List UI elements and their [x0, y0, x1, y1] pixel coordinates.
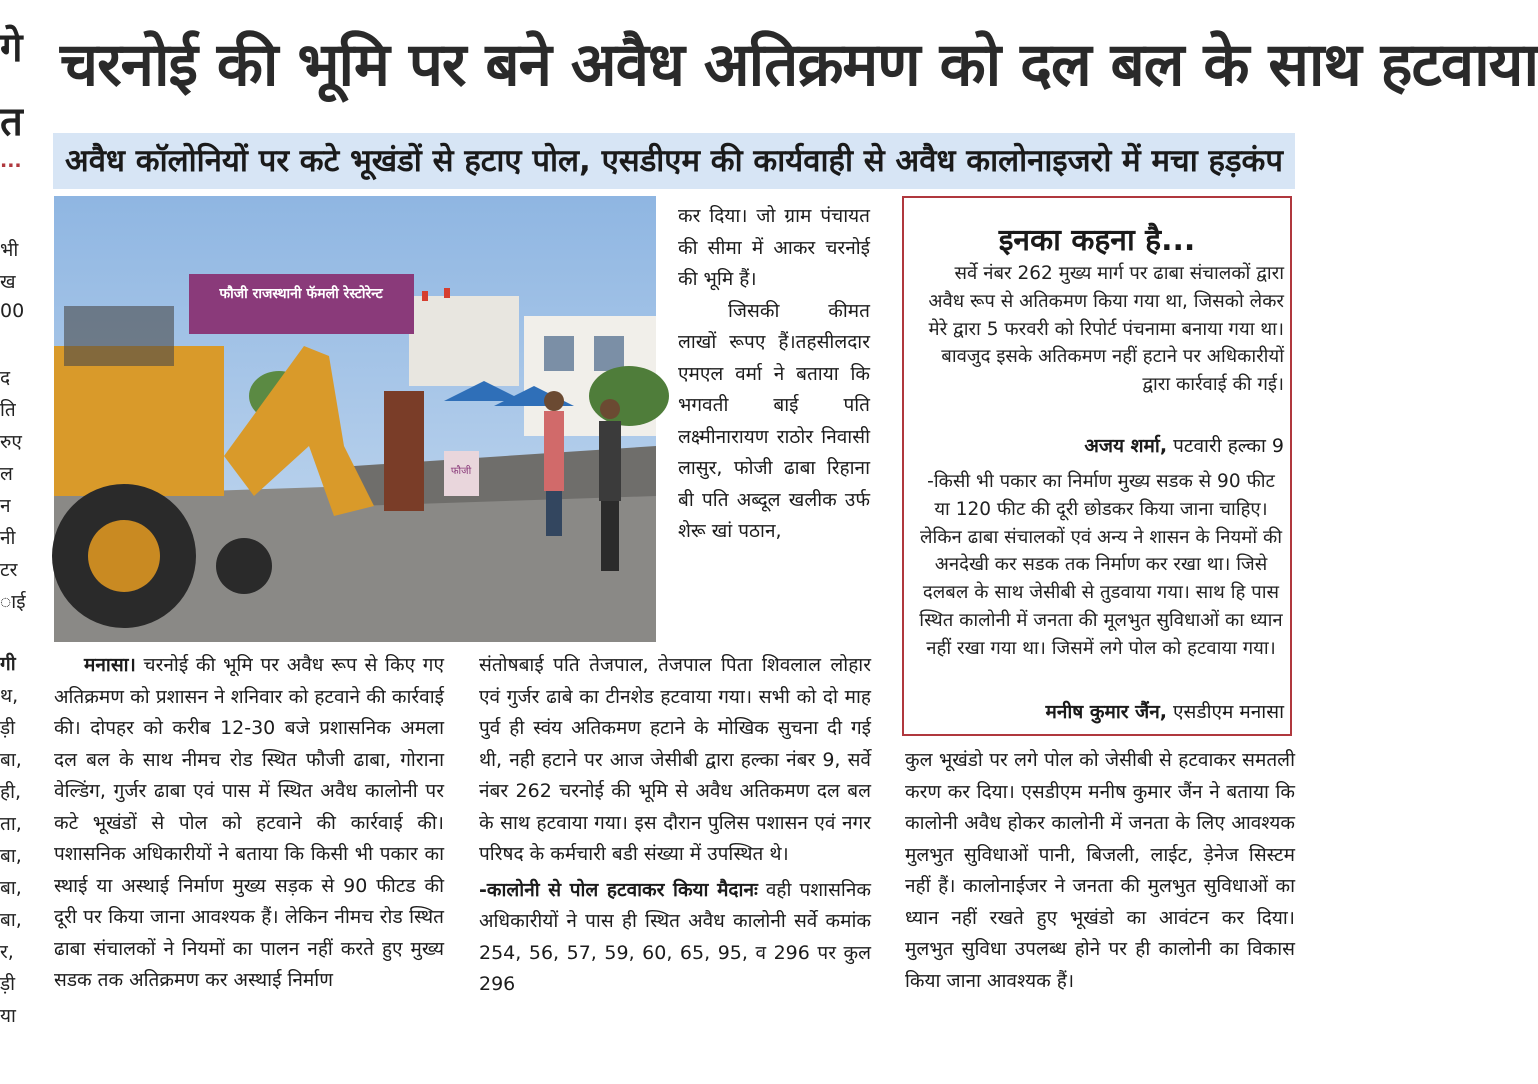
quote-attribution: [918, 432, 1284, 458]
article-column-mid-top: [678, 201, 870, 651]
strip-fragment: ता,: [0, 813, 22, 835]
strip-fragment: ड़ी: [0, 973, 16, 995]
strip-fragment: गी: [0, 653, 16, 675]
quote-box: [902, 196, 1292, 736]
quote-box-title: इनका कहना है...: [998, 223, 1196, 258]
photo-poster-text: फौजी: [450, 466, 472, 477]
article-paragraph: संतोषबाई पति तेजपाल, तेजपाल पिता शिवलाल लोहार एवं गुर्जर ढाबे का टीनशेड हटवाया गया। सभी को दो माह पुर्व ही स्वंय अतिकमण हटाने के मोखिक सुचना दी गई थी, नही हटाने पर आज जेसीबी द्वारा हल्का नंबर 9, सर्वे नंबर 262 चरनोई की भूमि से अवैध अतिकमण दल बल के साथ हटवाया गया। इस दौरान पुलिस पशासन एवं नगर परिषद के कर्मचारी बडी संख्या में उपस्थित थे।: [479, 654, 871, 865]
strip-fragment: ड़ी: [0, 717, 16, 739]
strip-fragment: रुए: [0, 431, 22, 453]
left-strip-fragments: [0, 0, 26, 1084]
strip-fragment: टर: [0, 559, 18, 581]
article-column-left: [54, 650, 444, 1070]
section-subhead: -कालोनी से पोल हटवाकर किया मैदानः: [479, 878, 758, 901]
photo-banner-text: फौजी राजस्थानी फॅमली रेस्टोरेन्ट: [219, 286, 383, 302]
strip-fragment: ाई: [0, 591, 26, 613]
strip-fragment: ही,: [0, 781, 22, 803]
news-photo: [54, 196, 656, 642]
strip-fragment: न: [0, 495, 11, 517]
article-column-right: [905, 745, 1295, 1075]
strip-fragment: र,: [0, 941, 14, 963]
quote-author-role: पटवारी हल्का 9: [1173, 435, 1284, 457]
strip-fragment: द: [0, 367, 11, 389]
dateline: मनासा।: [84, 654, 136, 676]
quote-attribution: [918, 698, 1284, 724]
article-paragraph: जिसकी कीमत लाखों रूपए हैं।तहसीलदार एमएल वर्मा ने बताया कि भगवती बाई पति लक्ष्मीनारायण राठोर निवासी लासुर, फोजी ढाबा रिहाना बी पति अब्दूल खलीक उर्फ शेरू खां पठान,: [678, 299, 870, 542]
quote-author-role: एसडीएम मनासा: [1173, 701, 1284, 723]
strip-fragment: बा,: [0, 877, 22, 899]
article-paragraph: कुल भूखंडो पर लगे पोल को जेसीबी से हटवाकर समतली करण कर दिया। एसडीएम मनीष कुमार जैंन ने बताया कि कालोनी अवैध होकर कालोनी में जनता के लिए आवश्यक मुलभुत सुविधाओं पानी, बिजली, लाईट, ड़ेनेज सिस्टम नहीं हैं। कालोनाईजर ने जनता की मुलभुत सुविधाओं का ध्यान नहीं रखते हुए भूखंडो का आवंटन कर दिया। मुलभुत सुविधा उपलब्ध होने पर ही कालोनी का विकास किया जाना आवश्यक हैं।: [905, 749, 1295, 992]
photo-illustration: [54, 196, 656, 642]
strip-fragment: ति: [0, 399, 16, 421]
quote-author-name: अजय शर्मा,: [1084, 435, 1168, 457]
strip-fragment: ख: [0, 271, 16, 293]
subheadline: अवैध कॉलोनियों पर कटे भूखंडों से हटाए पोल, एसडीएम की कार्यवाही से अवैध कालोनाइजरो में मचा हड़कंप: [53, 133, 1295, 189]
quote-author-name: मनीष कुमार जैंन,: [1045, 701, 1167, 723]
strip-fragment: बा,: [0, 845, 22, 867]
strip-fragment: नी: [0, 527, 16, 549]
strip-fragment: बा,: [0, 909, 22, 931]
strip-fragment: बा,: [0, 749, 22, 771]
article-paragraph: चरनोई की भूमि पर अवैध रूप से किए गए अतिक्रमण को प्रशासन ने शनिवार को हटवाने की कार्रवाई की। दोपहर को करीब 12-30 बजे प्रशासनिक अमला दल बल के साथ नीमच रोड स्थित फौजी ढाबा, गोराना वेल्डिंग, गुर्जर ढाबा एवं पास में स्थित अवैध कालोनी पर कटे भूखंडों से पोल को हटवाने की कार्रवाई की। पशासनिक अधिकारीयों ने बताया कि किसी भी पकार का स्थाई या अस्थाई निर्माण मुख्य सड़क से 90 फीटड की दूरी पर किया जाना आवश्यक हैं। लेकिन नीमच रोड स्थित ढाबा संचालकों ने नियमों का पालन नहीं करते हुए मुख्य सडक तक अतिक्रमण कर अस्थाई निर्माण: [54, 654, 444, 991]
quote-text: सर्वे नंबर 262 मुख्य मार्ग पर ढाबा संचालकों द्वारा अवैध रूप से अतिकमण किया गया था, जिसको लेकर मेरे द्वारा 5 फरवरी को रिपोर्ट पंचनामा बनाया गया था। बावजुद इसके अतिकमण नहीं हटाने पर अधिकारीयों द्वारा कार्रवाई की गई।: [928, 263, 1284, 396]
strip-fragment: ...: [0, 150, 22, 172]
strip-fragment: 00: [0, 300, 25, 322]
strip-fragment: थ,: [0, 685, 19, 707]
strip-fragment: भी: [0, 239, 19, 261]
article-paragraph: कर दिया। जो ग्राम पंचायत की सीमा में आकर चरनोई की भूमि हैं।: [678, 205, 870, 290]
strip-fragment: या: [0, 1005, 16, 1027]
article-paragraph: वही पशासनिक अधिकारीयों ने पास ही स्थित अवैध कालोनी सर्वे कमांक 254, 56, 57, 59, 60, 65, 95, व 296 पर कुल 296: [479, 878, 871, 995]
strip-fragment: गे: [0, 25, 23, 71]
strip-fragment: त: [0, 99, 23, 145]
article-column-mid-bottom: [479, 650, 871, 1070]
headline: चरनोई की भूमि पर बने अवैध अतिक्रमण को दल बल के साथ हटवाया: [60, 30, 1538, 100]
quote-text: -किसी भी पकार का निर्माण मुख्य सडक से 90 फीट या 120 फीट की दूरी छोडकर किया जाना चाहिए। लेकिन ढाबा संचालकों एवं अन्य ने शासन के नियमों की अनदेखी कर सडक तक निर्माण कर रखा था। जिसे दलबल के साथ जेसीबी से तुडवाया गया। साथ हि पास स्थित कालोनी में जनता की मूलभुत सुविधाओं का ध्यान नहीं रखा गया था। जिसमें लगे पोल को हटवाया गया।: [919, 471, 1283, 659]
strip-fragment: ल: [0, 463, 13, 485]
